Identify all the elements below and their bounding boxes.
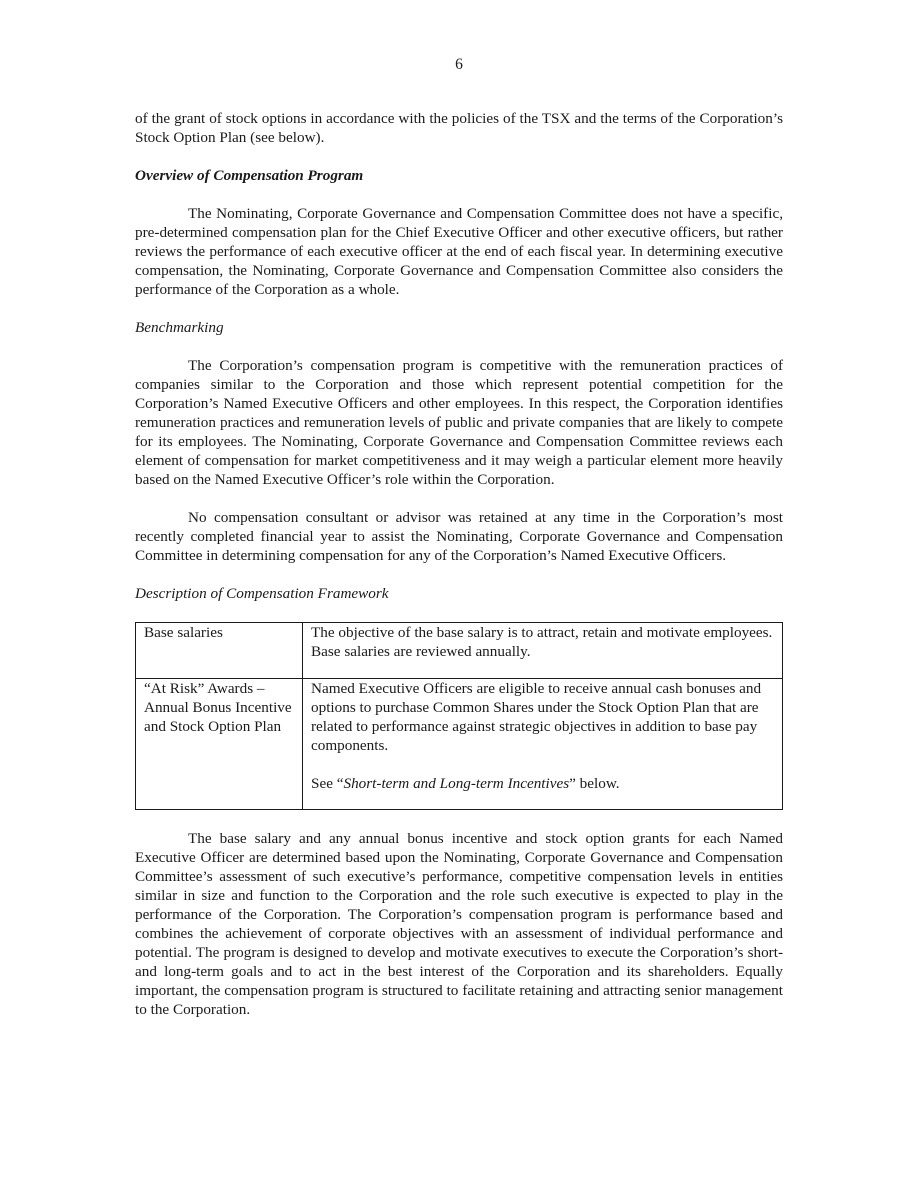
compensation-framework-table [135, 622, 783, 810]
see-incentives-reference [311, 774, 774, 793]
at-risk-awards-description: Named Executive Officers are eligible to receive annual cash bonuses and options to purchase Common Shares under the Stock Option Plan that are related to performance against strategic objectives in addition to base pay components. [311, 680, 762, 754]
paragraph-overview: The Nominating, Corporate Governance and Compensation Committee does not have a specific, pre-determined compensation plan for the Chief Executive Officer and other executive officers, but rather reviews the performance of each executive officer at the end of each fiscal year. In determining executive compensation, the Nominating, Corporate Governance and Compensation Committee also considers the performance of the Corporation as a whole. [135, 205, 783, 298]
paragraph-continued: of the grant of stock options in accordance with the policies of the TSX and the terms of the Corporation’s Stock Option Plan (see below). [135, 110, 783, 146]
table-cell-description [303, 623, 783, 679]
at-risk-awards-label: “At Risk” Awards – Annual Bonus Incentive and Stock Option Plan [144, 680, 292, 735]
table-cell-description [303, 679, 783, 810]
see-suffix: ” below. [569, 775, 620, 792]
paragraph-benchmarking: The Corporation’s compensation program is competitive with the remuneration practices of companies similar to the Corporation and those which represent potential competition for the Corporation’s Named Executive Officers and other employees. In this respect, the Corporation identifies remuneration practices and remuneration levels of public and private companies that are likely to compete for its employees. The Nominating, Corporate Governance and Compensation Committee reviews each element of compensation for market competitiveness and it may weigh a particular element more heavily based on the Named Executive Officer’s role within the Corporation. [135, 357, 783, 488]
see-prefix: See “ [311, 775, 344, 792]
table-cell-label [136, 679, 303, 810]
heading-benchmarking: Benchmarking [135, 319, 224, 336]
table-row [136, 623, 783, 679]
document-body [135, 109, 783, 1019]
heading-framework: Description of Compensation Framework [135, 585, 389, 602]
paragraph-consultant: No compensation consultant or advisor was retained at any time in the Corporation’s most recently completed financial year to assist the Nominating, Corporate Governance and Compensation Committee in determining compensation for any of the Corporation’s Named Executive Officers. [135, 509, 783, 564]
paragraph-base-salary-determination: The base salary and any annual bonus incentive and stock option grants for each Named Executive Officer are determined based upon the Nominating, Corporate Governance and Compensation Committee’s assessment of such executive’s performance, competitive compensation levels in entities similar in size and function to the Corporation and the role such executive is expected to play in the performance of the Corporation. The Corporation’s compensation program is performance based and combines the achievement of corporate objectives with an assessment of individual performance and potential. The program is designed to develop and motivate executives to execute the Corporation’s short- and long-term goals and to act in the best interest of the Corporation and its shareholders. Equally important, the compensation program is structured to facilitate retaining and attracting senior management to the Corporation. [135, 830, 783, 1018]
base-salaries-description: The objective of the base salary is to attract, retain and motivate employees. Base salaries are reviewed annually. [311, 624, 773, 660]
heading-overview: Overview of Compensation Program [135, 167, 364, 184]
see-incentives-title: Short-term and Long-term Incentives [343, 775, 570, 792]
base-salaries-label: Base salaries [144, 624, 223, 641]
page-number: 6 [455, 56, 463, 73]
table-cell-label [136, 623, 303, 679]
table-row [136, 679, 783, 810]
